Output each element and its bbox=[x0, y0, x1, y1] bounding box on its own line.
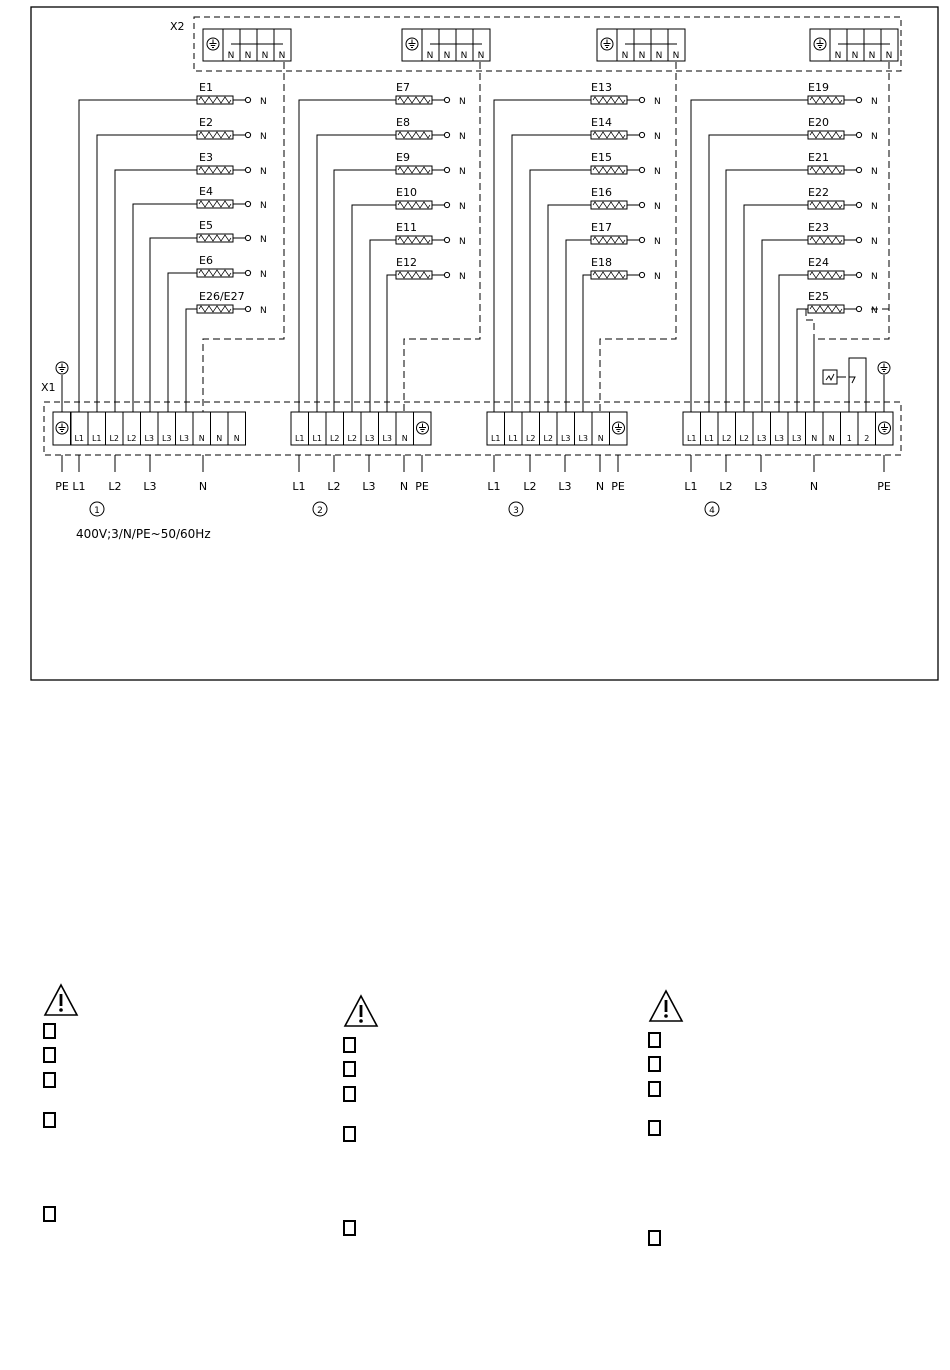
supply-label: L3 bbox=[362, 480, 376, 493]
heater-label: E22 bbox=[808, 186, 829, 199]
heater-label: E16 bbox=[591, 186, 612, 199]
x2-terminal-label: N bbox=[885, 51, 893, 61]
neutral-label: N bbox=[260, 235, 267, 245]
x2-terminal-label: N bbox=[261, 51, 269, 61]
neutral-label: N bbox=[260, 306, 267, 316]
x1-terminal-label: L1 bbox=[490, 434, 501, 443]
heater-label: E1 bbox=[199, 81, 213, 94]
heater-label: E17 bbox=[591, 221, 612, 234]
supply-label: L1 bbox=[72, 480, 86, 493]
x1-terminal-label: L2 bbox=[543, 434, 554, 443]
x1-terminal-label: L2 bbox=[721, 434, 732, 443]
x1-terminal-label: N bbox=[401, 434, 408, 443]
x1-terminal-label: 2 bbox=[864, 434, 870, 443]
x2-terminal-label: N bbox=[227, 51, 235, 61]
heater-label: E24 bbox=[808, 256, 829, 269]
x1-terminal-label: L3 bbox=[791, 434, 802, 443]
empty-checkbox-icon bbox=[343, 1086, 356, 1102]
x1-terminal-label: L3 bbox=[578, 434, 589, 443]
supply-label: L1 bbox=[292, 480, 306, 493]
neutral-label: N bbox=[871, 237, 878, 247]
supply-label: PE bbox=[877, 480, 891, 493]
x2-terminal-label: N bbox=[278, 51, 286, 61]
supply-label: N bbox=[809, 480, 819, 493]
heater-label: E11 bbox=[396, 221, 417, 234]
x1-terminal-label: L1 bbox=[294, 434, 305, 443]
neutral-label: N bbox=[459, 167, 466, 177]
x2-terminal-label: N bbox=[244, 51, 252, 61]
x1-terminal-label: L3 bbox=[774, 434, 785, 443]
neutral-label: N bbox=[260, 270, 267, 280]
x1-terminal-label: L3 bbox=[756, 434, 767, 443]
empty-checkbox-icon bbox=[343, 1061, 356, 1077]
x1-terminal-label: L3 bbox=[144, 434, 155, 443]
x1-terminal-label: L2 bbox=[329, 434, 340, 443]
x1-terminal-label: L2 bbox=[347, 434, 358, 443]
x1-terminal-label: L3 bbox=[161, 434, 172, 443]
supply-label: N bbox=[399, 480, 409, 493]
group-number: 4 bbox=[709, 506, 715, 516]
x1-terminal-label: N bbox=[233, 434, 240, 443]
x2-terminal-label: N bbox=[621, 51, 629, 61]
heater-label: E25 bbox=[808, 290, 829, 303]
neutral-label: N bbox=[871, 202, 878, 212]
supply-label: N bbox=[595, 480, 605, 493]
neutral-label: N bbox=[459, 132, 466, 142]
heater-label: E7 bbox=[396, 81, 410, 94]
supply-label: L2 bbox=[523, 480, 537, 493]
supply-label: N bbox=[198, 480, 208, 493]
heater-label: E19 bbox=[808, 81, 829, 94]
x2-terminal-label: N bbox=[655, 51, 663, 61]
empty-checkbox-icon bbox=[648, 1081, 661, 1097]
group-number: 2 bbox=[317, 506, 323, 516]
neutral-label: N bbox=[871, 97, 878, 107]
x2-label: X2 bbox=[170, 20, 185, 33]
x1-terminal-label: L1 bbox=[312, 434, 323, 443]
x2-terminal-label: N bbox=[443, 51, 451, 61]
supply-label: L1 bbox=[487, 480, 501, 493]
heater-label: E10 bbox=[396, 186, 417, 199]
x1-terminal-label: N bbox=[597, 434, 604, 443]
x1-terminal-label: L3 bbox=[179, 434, 190, 443]
neutral-label: N bbox=[260, 201, 267, 211]
x1-terminal-label: N bbox=[811, 434, 818, 443]
neutral-label: N bbox=[654, 272, 661, 282]
x2-terminal-label: N bbox=[868, 51, 876, 61]
x1-terminal-label: L1 bbox=[704, 434, 715, 443]
heater-label: E6 bbox=[199, 254, 213, 267]
x1-terminal-label: L2 bbox=[126, 434, 137, 443]
supply-label: L3 bbox=[754, 480, 768, 493]
group-number: 1 bbox=[94, 506, 100, 516]
heater-label: E5 bbox=[199, 219, 213, 232]
empty-checkbox-icon bbox=[43, 1047, 56, 1063]
empty-checkbox-icon bbox=[648, 1120, 661, 1136]
empty-checkbox-icon bbox=[43, 1023, 56, 1039]
x2-terminal-label: N bbox=[460, 51, 468, 61]
neutral-label: N bbox=[459, 97, 466, 107]
heater-label: E13 bbox=[591, 81, 612, 94]
heater-label: E26/E27 bbox=[199, 290, 245, 303]
neutral-label: N bbox=[871, 132, 878, 142]
neutral-label: N bbox=[654, 237, 661, 247]
supply-label: L1 bbox=[684, 480, 698, 493]
empty-checkbox-icon bbox=[648, 1032, 661, 1048]
heater-label: E12 bbox=[396, 256, 417, 269]
empty-checkbox-icon bbox=[43, 1072, 56, 1088]
neutral-label: N bbox=[260, 167, 267, 177]
neutral-label: N bbox=[654, 97, 661, 107]
heater-label: E20 bbox=[808, 116, 829, 129]
x2-terminal-label: N bbox=[672, 51, 680, 61]
x1-terminal-label: L3 bbox=[382, 434, 393, 443]
x1-terminal-label: N bbox=[828, 434, 835, 443]
neutral-label: N bbox=[260, 132, 267, 142]
group-number: 3 bbox=[513, 506, 519, 516]
supply-label: PE bbox=[55, 480, 69, 493]
supply-label: L2 bbox=[327, 480, 341, 493]
neutral-label: N bbox=[459, 202, 466, 212]
empty-checkbox-icon bbox=[343, 1037, 356, 1053]
heater-label: E21 bbox=[808, 151, 829, 164]
heater-label: E3 bbox=[199, 151, 213, 164]
empty-checkbox-icon bbox=[648, 1056, 661, 1072]
neutral-label: N bbox=[459, 272, 466, 282]
x2-terminal-label: N bbox=[851, 51, 859, 61]
x1-terminal-label: N bbox=[216, 434, 223, 443]
x1-terminal-label: L2 bbox=[109, 434, 120, 443]
heater-label: E8 bbox=[396, 116, 410, 129]
supply-label: PE bbox=[415, 480, 429, 493]
heater-label: E14 bbox=[591, 116, 612, 129]
x1-terminal-label: L1 bbox=[508, 434, 519, 443]
x1-label: X1 bbox=[41, 381, 56, 394]
heater-label: E15 bbox=[591, 151, 612, 164]
empty-checkbox-icon bbox=[43, 1112, 56, 1128]
neutral-label: N bbox=[871, 272, 878, 282]
x2-terminal-label: N bbox=[426, 51, 434, 61]
neutral-label: N bbox=[260, 97, 267, 107]
x1-terminal-label: L3 bbox=[560, 434, 571, 443]
neutral-label: N bbox=[459, 237, 466, 247]
neutral-label: N bbox=[871, 306, 878, 316]
heater-label: E18 bbox=[591, 256, 612, 269]
x2-terminal-label: N bbox=[638, 51, 646, 61]
supply-label: L2 bbox=[719, 480, 733, 493]
supply-label: PE bbox=[611, 480, 625, 493]
neutral-label: N bbox=[654, 167, 661, 177]
x1-terminal-label: N bbox=[198, 434, 205, 443]
supply-label: L3 bbox=[558, 480, 572, 493]
heater-label: E4 bbox=[199, 185, 213, 198]
heater-label: E2 bbox=[199, 116, 213, 129]
supply-label: L3 bbox=[143, 480, 157, 493]
heater-label: E23 bbox=[808, 221, 829, 234]
x1-terminal-label: L1 bbox=[91, 434, 102, 443]
x2-terminal-label: N bbox=[834, 51, 842, 61]
x1-terminal-label: L2 bbox=[739, 434, 750, 443]
neutral-label: N bbox=[871, 167, 878, 177]
supply-spec: 400V;3/N/PE~50/60Hz bbox=[76, 527, 211, 541]
x1-terminal-label: L2 bbox=[525, 434, 536, 443]
empty-checkbox-icon bbox=[343, 1126, 356, 1142]
x1-terminal-label: 1 bbox=[846, 434, 852, 443]
x1-terminal-label: L1 bbox=[686, 434, 697, 443]
empty-checkbox-icon bbox=[343, 1220, 356, 1236]
supply-label: L2 bbox=[108, 480, 122, 493]
empty-checkbox-icon bbox=[43, 1206, 56, 1222]
x2-terminal-label: N bbox=[477, 51, 485, 61]
neutral-label: N bbox=[654, 202, 661, 212]
empty-checkbox-icon bbox=[648, 1230, 661, 1246]
neutral-label: N bbox=[654, 132, 661, 142]
x1-terminal-label: L1 bbox=[74, 434, 85, 443]
x1-terminal-label: L3 bbox=[364, 434, 375, 443]
heater-label: E9 bbox=[396, 151, 410, 164]
